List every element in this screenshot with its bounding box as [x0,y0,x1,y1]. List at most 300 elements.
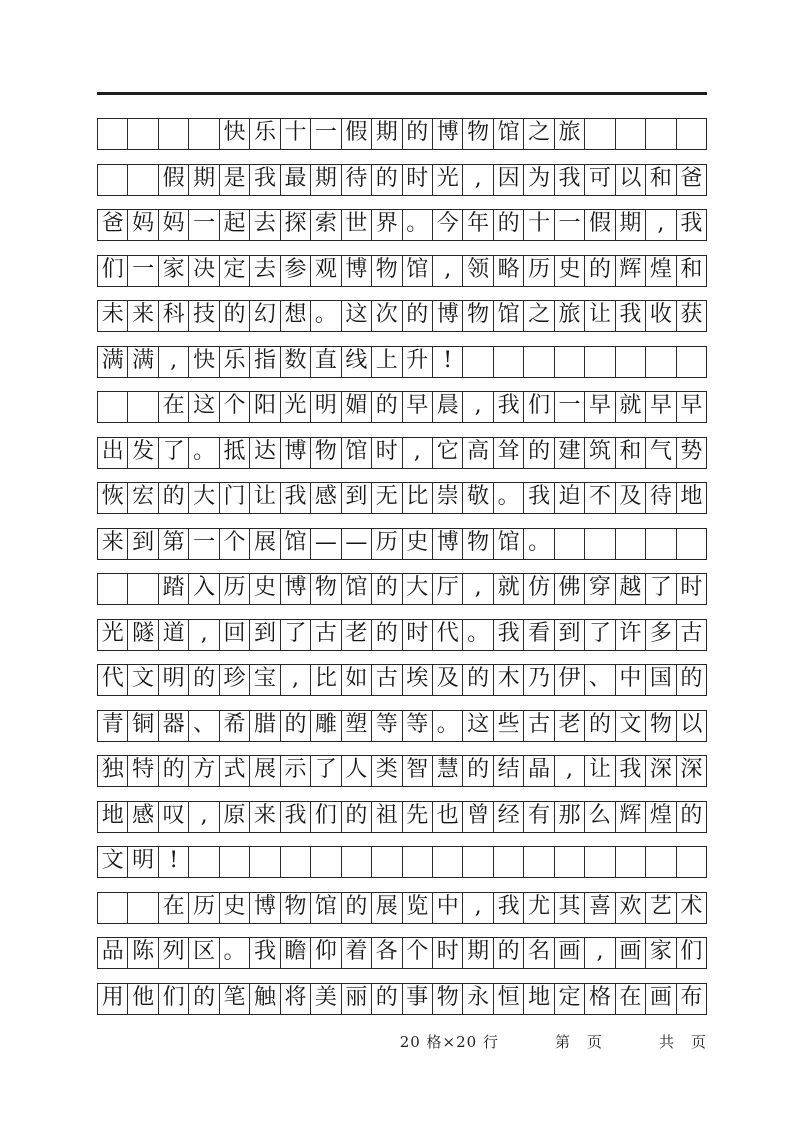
grid-cell-char: 的 [342,802,372,832]
grid-cell-char: 馆 [342,438,372,468]
grid-cell-char: 博 [342,256,372,286]
grid-cell-char: 来 [98,529,128,559]
grid-cell-char: 看 [524,620,554,650]
grid-cell-char: 期 [463,938,493,968]
grid-cell-char: 领 [463,256,493,286]
grid-cell-char: 十 [524,210,554,240]
grid-cell-empty [494,347,524,377]
grid-cell-char: , [463,392,493,422]
grid-cell-char: 馆 [403,256,433,286]
grid-cell-char: 来 [128,301,158,331]
grid-cell-char: 各 [372,938,402,968]
grid-cell-char: 。 [311,301,341,331]
grid-cell-char: 的 [220,301,250,331]
grid-cell-char: 仰 [311,938,341,968]
grid-cell-char: 穿 [585,574,615,604]
grid-row-19 [97,937,707,969]
grid-cell-char: 地 [524,984,554,1014]
grid-cell-char: 埃 [403,665,433,695]
grid-cell-char: 参 [281,256,311,286]
grid-cell-char: 上 [372,347,402,377]
grid-cell-empty [646,529,676,559]
grid-row-14 [97,710,707,742]
grid-cell-char: 假 [342,119,372,149]
grid-cell-empty [555,847,585,877]
grid-cell-char: 之 [524,301,554,331]
grid-cell-char: 。 [463,620,493,650]
grid-cell-char: 去 [250,210,280,240]
grid-cell-char: 欢 [616,893,646,923]
grid-cell-char: 美 [311,984,341,1014]
grid-cell-empty [646,347,676,377]
grid-cell-char: 史 [403,529,433,559]
grid-cell-char: 们 [524,392,554,422]
grid-cell-char: 厅 [433,574,463,604]
grid-cell-empty [616,119,646,149]
grid-cell-char: 可 [585,165,615,195]
grid-cell-char: 深 [680,757,703,782]
grid-cell-char: 时 [680,575,703,600]
composition-grid [97,118,707,1028]
grid-cell-char: 多 [646,620,676,650]
grid-cell-char: 我 [281,483,311,513]
grid-row-11 [97,573,707,605]
grid-cell-char: 我 [616,756,646,786]
grid-cell-char: 一 [128,256,158,286]
grid-cell-char: 深 [646,756,676,786]
grid-cell-char: 我 [680,211,703,236]
grid-cell-char: 等 [372,711,402,741]
grid-cell-char: 事 [403,984,433,1014]
grid-cell-char: 类 [372,756,402,786]
grid-cell-char: 历 [372,529,402,559]
grid-cell-char: 乃 [524,665,554,695]
grid-cell-char: 古 [524,711,554,741]
grid-cell-char: 因 [494,165,524,195]
grid-cell-char: 一 [311,119,341,149]
grid-cell-char: 时 [372,438,402,468]
grid-cell-char: 晶 [524,756,554,786]
grid-cell-char: 势 [680,438,703,464]
grid-cell-char: 的 [159,483,189,513]
grid-cell-char: 列 [159,938,189,968]
grid-cell-char: 代 [98,665,128,695]
grid-cell-char: 的 [403,301,433,331]
grid-cell-char: 物 [646,711,676,741]
grid-cell-char: 的 [403,119,433,149]
grid-cell-char: 明 [128,847,158,877]
grid-row-17 [97,846,707,878]
grid-cell-char: 史 [250,574,280,604]
grid-cell-char: 早 [403,392,433,422]
grid-cell-char: 去 [250,256,280,286]
grid-cell-char: 古 [372,665,402,695]
grid-cell-char: 中 [433,893,463,923]
grid-cell-char: 览 [403,893,433,923]
grid-cell-empty [128,165,158,195]
grid-cell-char: 慧 [433,756,463,786]
grid-cell-char: 瞻 [281,938,311,968]
grid-cell-char: 地 [680,484,703,509]
grid-cell-char: 的 [342,893,372,923]
grid-cell-char: 名 [524,938,554,968]
grid-cell-empty [311,847,341,877]
grid-cell-char: 用 [98,984,128,1014]
grid-cell-char: 雕 [311,711,341,741]
grid-cell-empty [98,165,128,195]
grid-cell-char: 在 [159,893,189,923]
grid-cell-empty [616,529,646,559]
grid-cell-char: 我 [494,893,524,923]
grid-cell-char: 文 [128,665,158,695]
grid-cell-char: 古 [311,620,341,650]
grid-cell-char: 媚 [342,392,372,422]
grid-cell-empty [281,847,311,877]
grid-cell-empty [555,529,585,559]
grid-cell-char: 为 [524,165,554,195]
grid-cell-char: 探 [281,210,311,240]
grid-cell-char: 决 [189,256,219,286]
grid-cell-char: 期 [311,165,341,195]
grid-cell-char: 光 [98,620,128,650]
grid-cell-char: 略 [494,256,524,286]
grid-cell-char: , [403,438,433,468]
grid-cell-empty [463,347,493,377]
grid-cell-char: 原 [220,802,250,832]
grid-cell-char: 在 [616,984,646,1014]
grid-cell-char: 感 [311,483,341,513]
grid-cell-char: 期 [372,119,402,149]
grid-cell-char: 的 [372,984,402,1014]
grid-cell-char: 收 [646,301,676,331]
grid-cell-char: 的 [585,256,615,286]
grid-cell-char: 品 [98,938,128,968]
grid-cell-char: 世 [342,210,372,240]
grid-cell-char: 快 [220,119,250,149]
grid-cell-empty [220,847,250,877]
grid-cell-char: 永 [463,984,493,1014]
grid-cell-char: 这 [463,711,493,741]
grid-cell-empty [646,847,676,877]
grid-cell-char: 家 [646,938,676,968]
grid-cell-empty [372,847,402,877]
grid-cell-char: 陈 [128,938,158,968]
grid-cell-char: 迫 [555,483,585,513]
grid-cell-char: 旅 [555,301,585,331]
grid-cell-char: 中 [616,665,646,695]
grid-row-6 [97,346,707,378]
grid-cell-char: 如 [342,665,372,695]
grid-cell-empty [403,847,433,877]
grid-row-20 [97,983,707,1015]
grid-cell-char: 一 [189,210,219,240]
sheet-footer [97,1031,707,1052]
grid-cell-char: 些 [494,711,524,741]
grid-cell-char: 么 [585,802,615,832]
grid-cell-char: 着 [342,938,372,968]
grid-cell-char: 早 [646,392,676,422]
grid-cell-char: 未 [98,301,128,331]
grid-cell-char: 画 [616,938,646,968]
grid-cell-char: 的 [159,756,189,786]
grid-cell-char: 个 [403,938,433,968]
grid-cell-char: 时 [403,165,433,195]
grid-cell-char: 地 [98,802,128,832]
grid-cell-char: 青 [98,711,128,741]
grid-cell-char: 叹 [159,802,189,832]
grid-cell-char: 以 [680,711,703,737]
grid-cell-char: 。 [189,438,219,468]
grid-cell-char: 待 [646,483,676,513]
grid-cell-empty [128,119,158,149]
grid-row-13 [97,664,707,696]
grid-cell-char: 塑 [342,711,372,741]
grid-cell-char: 隧 [128,620,158,650]
grid-cell-char: 。 [524,529,554,559]
grid-cell-char: 最 [281,165,311,195]
grid-cell-char: , [159,347,189,377]
grid-cell-char: 我 [250,938,280,968]
grid-cell-char: 让 [585,301,615,331]
grid-row-9 [97,482,707,514]
grid-cell-char: 物 [311,438,341,468]
grid-cell-char: 恒 [494,984,524,1014]
grid-cell-char: 无 [372,483,402,513]
grid-cell-char: 明 [311,392,341,422]
grid-cell-char: 的 [494,938,524,968]
grid-cell-char: 佛 [555,574,585,604]
grid-cell-char: 大 [403,574,433,604]
grid-cell-char: 。 [403,210,433,240]
grid-cell-char: , [585,938,615,968]
grid-cell-char: 尤 [524,893,554,923]
grid-cell-char: 满 [128,347,158,377]
grid-cell-char: 获 [680,302,703,327]
grid-cell-char: 展 [372,893,402,923]
grid-cell-empty [98,893,128,923]
grid-cell-empty [677,847,706,877]
grid-cell-empty [494,847,524,877]
grid-cell-empty [585,119,615,149]
grid-cell-char: 比 [403,483,433,513]
grid-cell-char: 历 [524,256,554,286]
grid-cell-char: 的 [494,210,524,240]
grid-cell-char: 出 [98,438,128,468]
grid-cell-empty [98,392,128,422]
grid-cell-char: 时 [403,620,433,650]
grid-cell-char: 的 [463,665,493,695]
grid-cell-empty [250,847,280,877]
grid-cell-char: 馆 [281,529,311,559]
grid-cell-char: 的 [372,392,402,422]
grid-cell-char: 古 [680,620,703,646]
grid-row-3 [97,209,707,241]
grid-cell-char: 布 [680,984,703,1010]
grid-cell-empty [585,847,615,877]
grid-cell-empty [677,529,706,559]
grid-cell-char: 的 [463,756,493,786]
grid-cell-empty [646,119,676,149]
grid-cell-char: 到 [342,483,372,513]
grid-cell-char: 乐 [220,347,250,377]
grid-cell-empty [524,847,554,877]
grid-cell-char: 回 [220,620,250,650]
grid-cell-char: 我 [494,392,524,422]
grid-cell-char: , [189,620,219,650]
grid-cell-char: 博 [250,893,280,923]
grid-cell-char: — [311,529,341,559]
grid-row-2 [97,164,707,196]
grid-cell-char: 以 [616,165,646,195]
grid-cell-char: 其 [555,893,585,923]
grid-row-1 [97,118,707,150]
footer-format-label: 20 格×20 行 [399,1033,499,1051]
grid-cell-empty [585,529,615,559]
grid-cell-char: 指 [250,347,280,377]
grid-cell-char: 个 [220,529,250,559]
grid-cell-char: 不 [585,483,615,513]
grid-cell-char: 木 [494,665,524,695]
grid-cell-char: 明 [159,665,189,695]
grid-row-7 [97,391,707,423]
grid-cell-char: 的 [281,711,311,741]
grid-cell-char: 物 [433,984,463,1014]
grid-cell-char: 个 [220,392,250,422]
grid-cell-empty [189,847,219,877]
grid-cell-char: 丽 [342,984,372,1014]
grid-cell-char: 物 [281,893,311,923]
grid-cell-char: 曾 [463,802,493,832]
grid-cell-char: 就 [616,392,646,422]
grid-cell-char: 。 [433,711,463,741]
grid-cell-char: 煌 [646,802,676,832]
grid-cell-char: 科 [159,301,189,331]
grid-cell-char: 铜 [128,711,158,741]
grid-cell-char: 它 [433,438,463,468]
grid-cell-char: 界 [372,210,402,240]
grid-cell-char: 国 [646,665,676,695]
grid-cell-char: 阳 [250,392,280,422]
grid-cell-char: 让 [250,483,280,513]
grid-cell-char: 定 [555,984,585,1014]
grid-cell-char: 假 [159,165,189,195]
grid-row-15 [97,755,707,787]
grid-cell-empty [585,347,615,377]
grid-row-18 [97,892,707,924]
grid-cell-char: 就 [494,574,524,604]
grid-cell-char: 和 [616,438,646,468]
grid-cell-char: 感 [128,802,158,832]
grid-cell-char: 艺 [646,893,676,923]
grid-cell-char: 气 [646,438,676,468]
grid-cell-char: , [189,802,219,832]
grid-cell-empty [128,574,158,604]
grid-cell-char: , [433,256,463,286]
grid-cell-char: 起 [220,210,250,240]
grid-cell-char: 结 [494,756,524,786]
grid-cell-char: 直 [311,347,341,377]
grid-cell-char: 光 [433,165,463,195]
grid-cell-char: 让 [585,756,615,786]
grid-cell-char: 。 [494,483,524,513]
grid-cell-empty [98,574,128,604]
grid-cell-char: 辉 [616,802,646,832]
grid-cell-char: 物 [463,301,493,331]
grid-cell-char: 馆 [342,574,372,604]
grid-cell-char: , [463,574,493,604]
grid-cell-char: 了 [311,756,341,786]
grid-cell-char: ! [433,347,463,377]
grid-cell-char: 的 [189,665,219,695]
grid-cell-char: 的 [372,165,402,195]
grid-cell-char: 我 [524,483,554,513]
grid-cell-char: 乐 [250,119,280,149]
grid-cell-char: 满 [98,347,128,377]
grid-cell-char: 器 [159,711,189,741]
grid-cell-char: 博 [433,301,463,331]
grid-cell-char: 馆 [494,119,524,149]
grid-cell-char: 珍 [220,665,250,695]
grid-cell-char: 妈 [159,210,189,240]
grid-cell-char: 的 [372,574,402,604]
grid-cell-char: 术 [680,893,703,919]
grid-cell-char: 的 [680,802,703,828]
grid-cell-char: 他 [128,984,158,1014]
grid-cell-char: 我 [616,301,646,331]
grid-cell-char: 高 [463,438,493,468]
grid-cell-char: 是 [220,165,250,195]
grid-cell-char: 待 [342,165,372,195]
grid-cell-char: 时 [433,938,463,968]
grid-cell-char: 特 [128,756,158,786]
grid-cell-char: 人 [342,756,372,786]
grid-cell-char: 物 [463,529,493,559]
grid-cell-char: 。 [220,938,250,968]
grid-cell-char: 历 [189,893,219,923]
grid-cell-empty [616,847,646,877]
grid-cell-char: 示 [281,756,311,786]
grid-cell-char: 十 [281,119,311,149]
grid-cell-char: 旅 [555,119,585,149]
grid-cell-char: , [463,893,493,923]
grid-cell-char: 的 [585,711,615,741]
grid-cell-char: 门 [220,483,250,513]
grid-cell-empty [342,847,372,877]
grid-cell-char: 幻 [250,301,280,331]
grid-cell-char: 格 [585,984,615,1014]
grid-cell-char: 定 [220,256,250,286]
grid-cell-char: 展 [250,756,280,786]
grid-cell-char: 和 [646,165,676,195]
grid-cell-empty [128,392,158,422]
grid-cell-char: 将 [281,984,311,1014]
grid-cell-char: 敬 [463,483,493,513]
grid-cell-char: 物 [372,256,402,286]
grid-cell-empty [677,347,706,377]
grid-cell-char: ! [159,847,189,877]
grid-cell-char: 文 [616,711,646,741]
grid-cell-char: 这 [189,392,219,422]
grid-row-5 [97,300,707,332]
grid-cell-char: 们 [98,256,128,286]
grid-cell-empty [189,119,219,149]
grid-cell-char: 许 [616,620,646,650]
grid-cell-char: 今 [433,210,463,240]
grid-cell-char: 博 [281,574,311,604]
grid-cell-char: 我 [250,165,280,195]
grid-cell-char: 们 [311,802,341,832]
grid-cell-char: 数 [281,347,311,377]
